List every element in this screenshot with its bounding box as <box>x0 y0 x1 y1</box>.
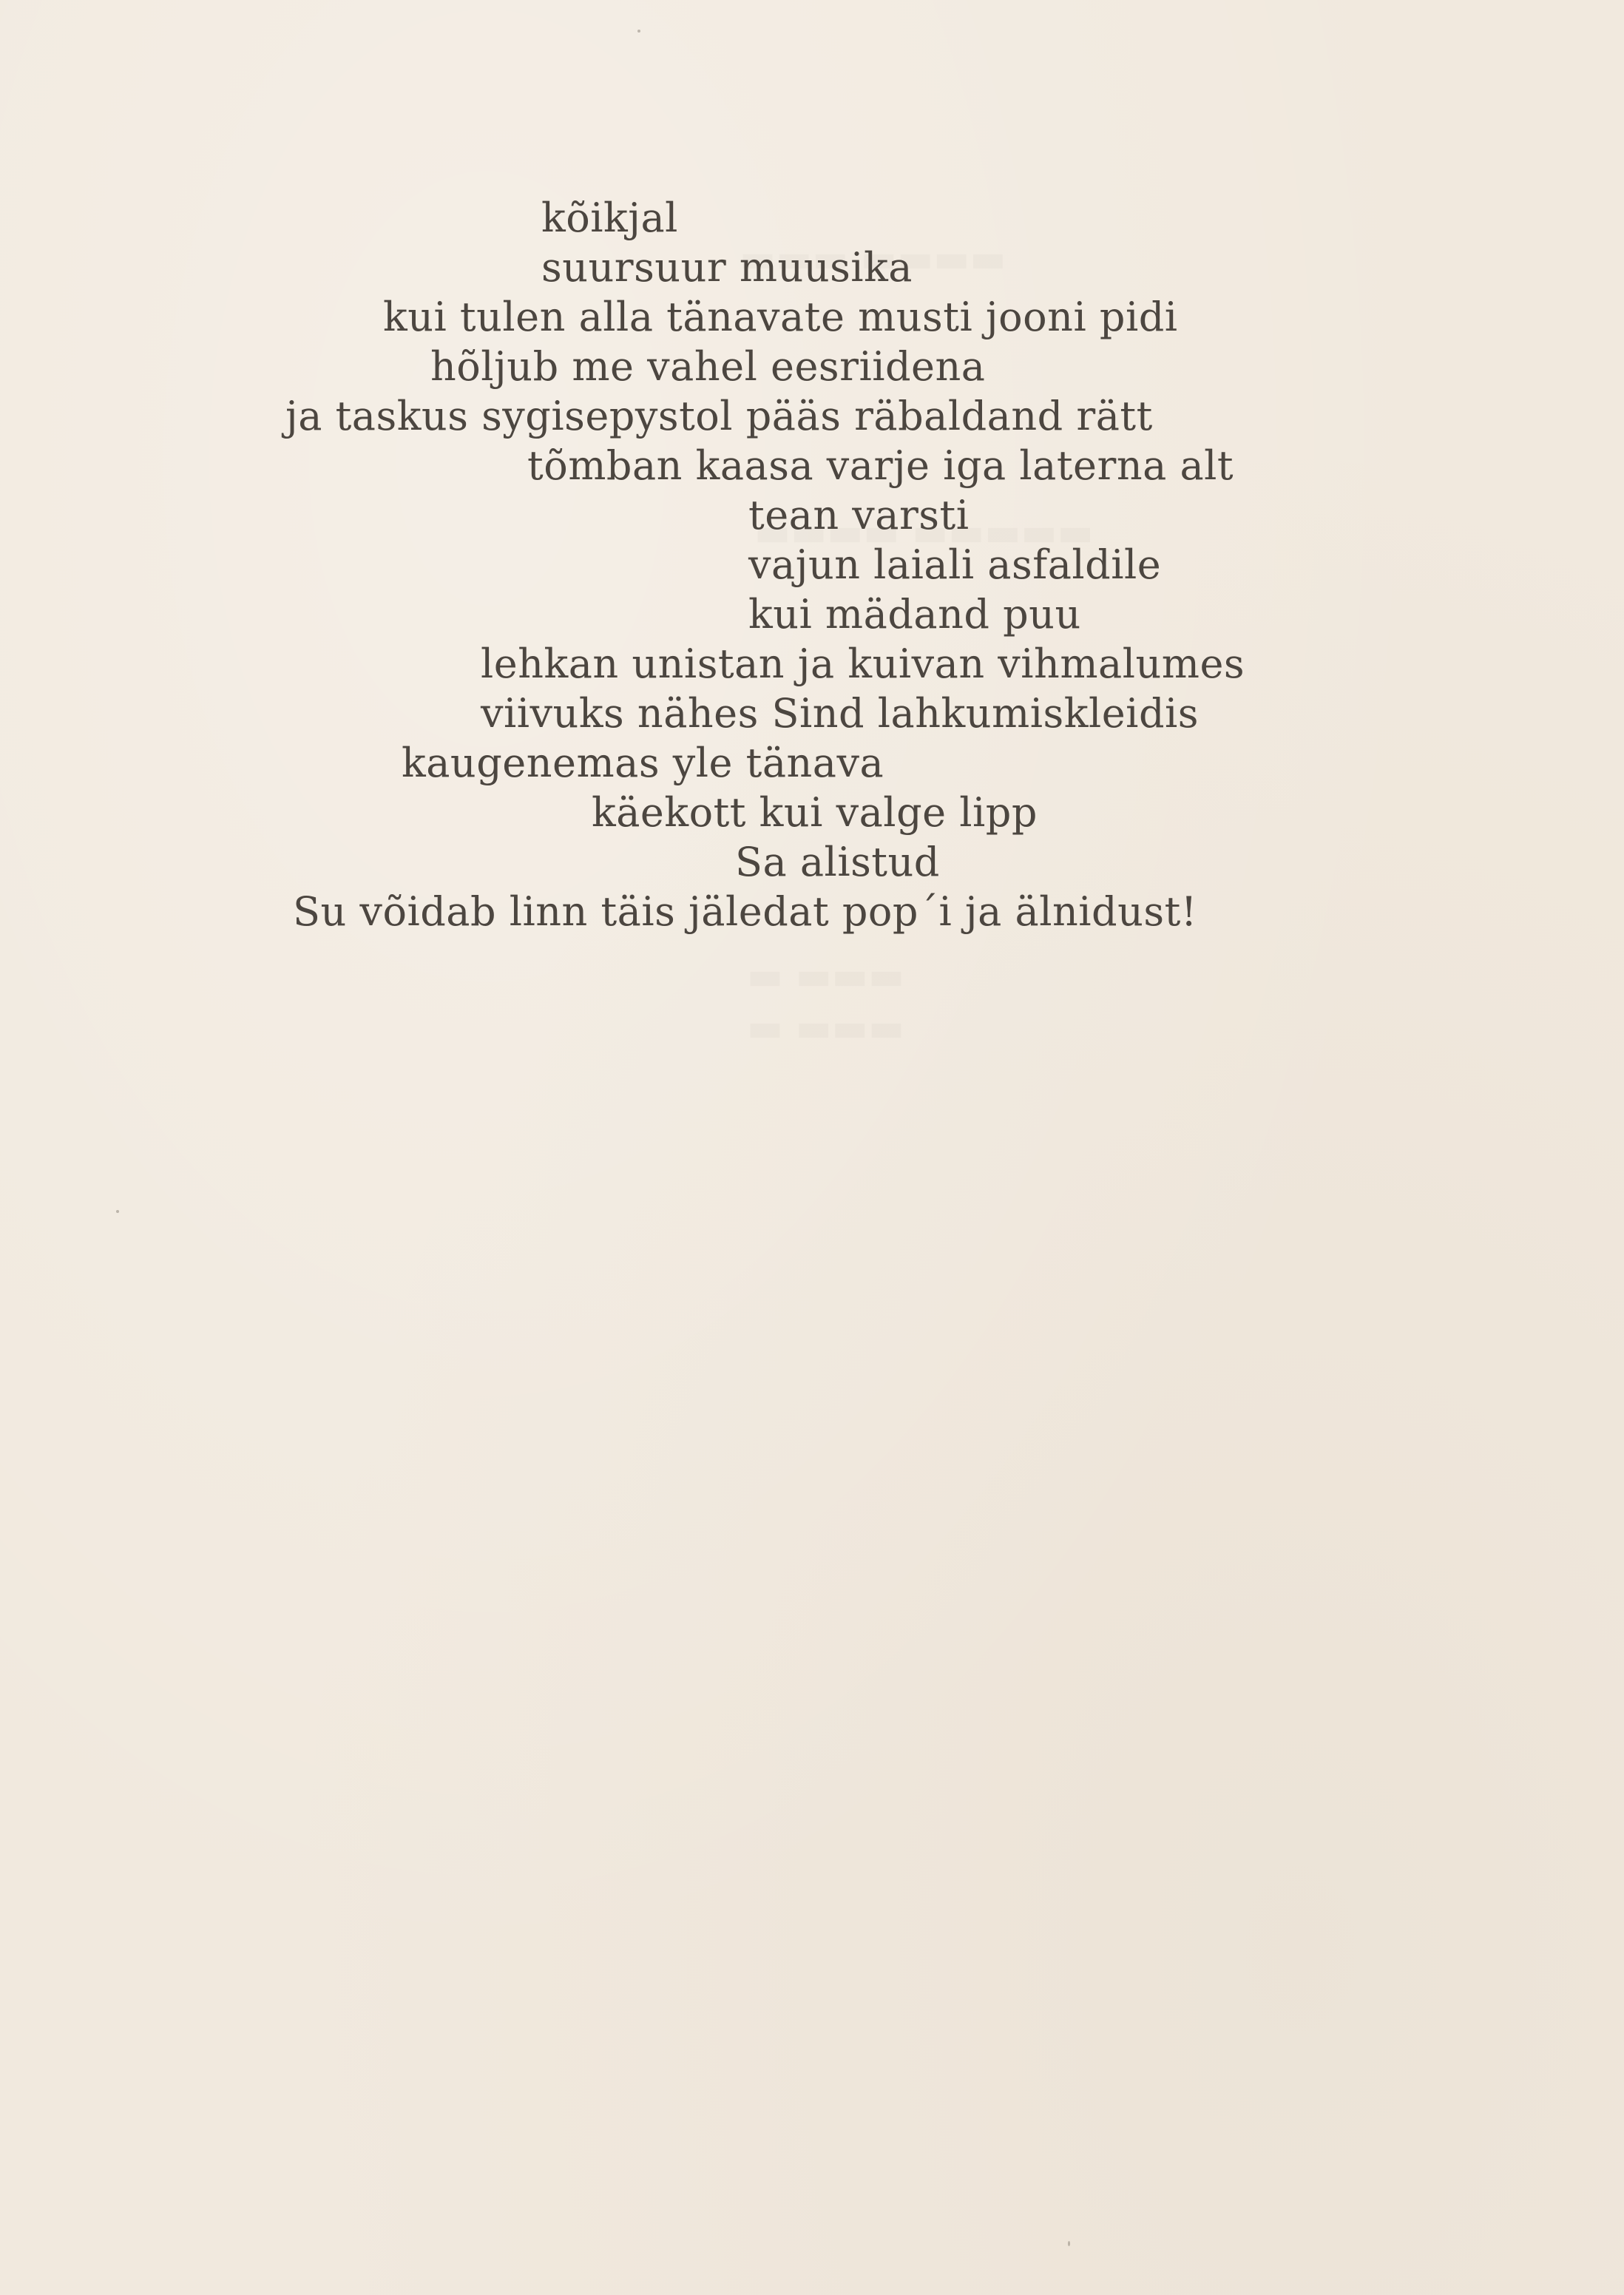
bleed-through-texture <box>747 1006 904 1050</box>
poem-line: kui mädand puu <box>748 591 1081 638</box>
paper-speck <box>116 1210 119 1213</box>
poem-line: suursuur muusika <box>541 244 913 291</box>
poem-line: viivuks nähes Sind lahkumiskleidis <box>481 690 1199 737</box>
poem-line: tõmban kaasa varje iga laterna alt <box>527 442 1234 489</box>
poem-line: ja taskus sygisepystol pääs räbaldand rätt <box>285 393 1153 439</box>
paper-speck <box>1068 2241 1070 2246</box>
poem-line: Su võidab linn täis jäledat pop´i ja älnidust! <box>293 888 1197 935</box>
poem <box>0 0 1624 961</box>
poem-line: kui tulen alla tänavate musti jooni pidi <box>383 294 1178 340</box>
poem-line: vajun laiali asfaldile <box>748 541 1162 588</box>
paper-speck <box>637 30 640 33</box>
poem-line: kaugenemas yle tänava <box>402 740 884 786</box>
poem-line: Sa alistud <box>735 839 940 885</box>
poem-line: tean varsti <box>748 492 970 538</box>
poem-line: lehkan unistan ja kuivan vihmalumes <box>481 640 1245 687</box>
poem-line: kõikjal <box>541 195 678 241</box>
poem-line: hõljub me vahel eesriidena <box>430 343 986 390</box>
poem-line: käekott kui valge lipp <box>592 789 1038 836</box>
